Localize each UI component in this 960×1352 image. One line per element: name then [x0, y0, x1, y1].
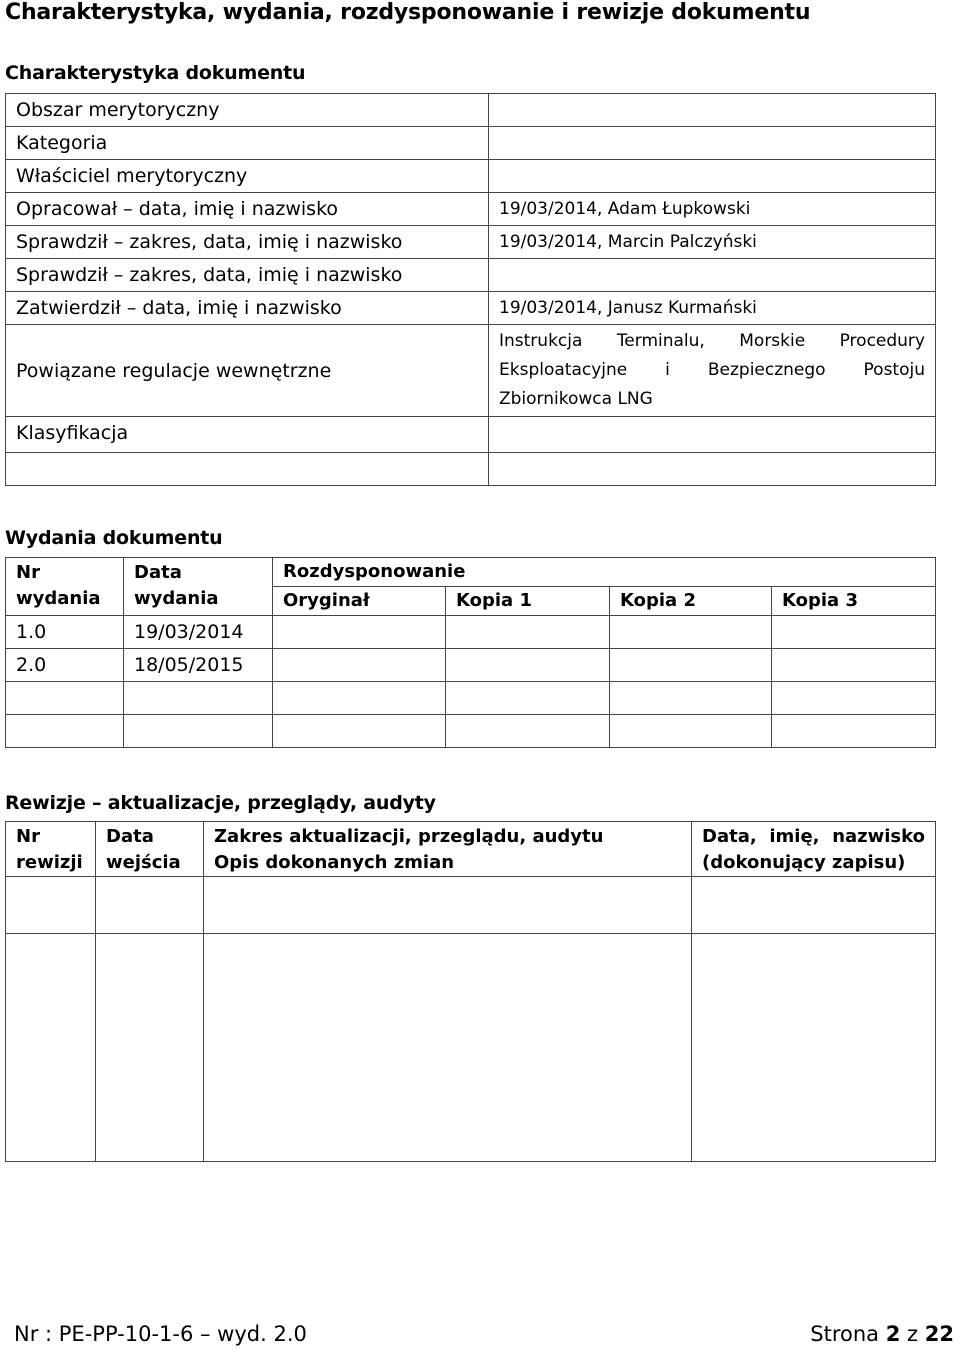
cell [446, 649, 610, 682]
characteristics-table [5, 93, 936, 486]
footer-page-number [810, 1322, 954, 1346]
cell [273, 682, 446, 715]
page-separator: z [907, 1322, 919, 1346]
col-header-scope [204, 822, 692, 877]
char-value: 19/03/2014, Adam Łupkowski [489, 193, 936, 226]
cell [772, 682, 936, 715]
char-value [489, 160, 936, 193]
cell [273, 715, 446, 748]
cell [273, 616, 446, 649]
characteristics-heading: Charakterystyka dokumentu [5, 62, 306, 84]
cell [610, 682, 772, 715]
table-row [6, 649, 936, 682]
cell [96, 877, 204, 934]
char-label: Opracował – data, imię i nazwisko [6, 193, 489, 226]
col-header-edition-date: Data wydania [124, 558, 273, 616]
char-label: Sprawdził – zakres, data, imię i nazwisko [6, 226, 489, 259]
char-label: Właściciel merytoryczny [6, 160, 489, 193]
cell [446, 682, 610, 715]
revisions-heading: Rewizje – aktualizacje, przeglądy, audyty [5, 792, 436, 814]
col-header-revision-nr: Nr rewizji [6, 822, 96, 877]
cell [692, 877, 936, 934]
table-row [6, 877, 936, 934]
char-label [6, 453, 489, 486]
table-row [6, 934, 936, 1162]
cell [6, 934, 96, 1162]
cell [610, 715, 772, 748]
cell [610, 649, 772, 682]
editions-table [5, 557, 936, 748]
char-label: Powiązane regulacje wewnętrzne [6, 325, 489, 417]
col-header-scope-line1: Zakres aktualizacji, przeglądu, audytu [214, 826, 604, 847]
cell [692, 934, 936, 1162]
edition-date: 18/05/2015 [124, 649, 273, 682]
cell [204, 934, 692, 1162]
char-value [489, 417, 936, 453]
col-header-original: Oryginał [273, 587, 446, 616]
char-value [489, 453, 936, 486]
char-label: Klasyfikacja [6, 417, 489, 453]
revisions-table [5, 821, 936, 1162]
edition-date [124, 715, 273, 748]
col-header-scope-line2: Opis dokonanych zmian [214, 852, 455, 873]
col-header-edition-nr: Nr wydania [6, 558, 124, 616]
col-header-person: Data, imię, nazwisko (dokonujący zapisu) [692, 822, 936, 877]
cell [446, 616, 610, 649]
cell [772, 649, 936, 682]
col-header-distribution: Rozdysponowanie [273, 558, 936, 587]
editions-heading: Wydania dokumentu [5, 527, 223, 549]
char-value [489, 259, 936, 292]
table-row [6, 616, 936, 649]
col-header-copy-1: Kopia 1 [446, 587, 610, 616]
page-current: 2 [885, 1322, 901, 1346]
cell [610, 616, 772, 649]
col-header-copy-2: Kopia 2 [610, 587, 772, 616]
edition-nr [6, 682, 124, 715]
char-label: Obszar merytoryczny [6, 94, 489, 127]
edition-nr: 1.0 [6, 616, 124, 649]
edition-date: 19/03/2014 [124, 616, 273, 649]
char-value: Instrukcja Terminalu, Morskie Procedury Eksploatacyjne i Bezpiecznego Postoju Zbiornikowca LNG [489, 325, 936, 417]
char-value [489, 94, 936, 127]
cell [6, 877, 96, 934]
cell [772, 715, 936, 748]
cell [204, 877, 692, 934]
edition-date [124, 682, 273, 715]
page-total: 22 [924, 1322, 954, 1346]
col-header-entry-date: Data wejścia [96, 822, 204, 877]
table-row [6, 682, 936, 715]
char-label: Zatwierdził – data, imię i nazwisko [6, 292, 489, 325]
table-row [6, 715, 936, 748]
cell [772, 616, 936, 649]
char-label: Sprawdził – zakres, data, imię i nazwisko [6, 259, 489, 292]
cell [446, 715, 610, 748]
col-header-copy-3: Kopia 3 [772, 587, 936, 616]
page-title: Charakterystyka, wydania, rozdysponowanie i rewizje dokumentu [5, 0, 811, 25]
footer-doc-number: Nr : PE-PP-10-1-6 – wyd. 2.0 [14, 1322, 307, 1346]
cell [273, 649, 446, 682]
char-label: Kategoria [6, 127, 489, 160]
char-value: 19/03/2014, Marcin Palczyński [489, 226, 936, 259]
edition-nr [6, 715, 124, 748]
char-value: 19/03/2014, Janusz Kurmański [489, 292, 936, 325]
cell [96, 934, 204, 1162]
page-prefix: Strona [810, 1322, 880, 1346]
edition-nr: 2.0 [6, 649, 124, 682]
char-value [489, 127, 936, 160]
